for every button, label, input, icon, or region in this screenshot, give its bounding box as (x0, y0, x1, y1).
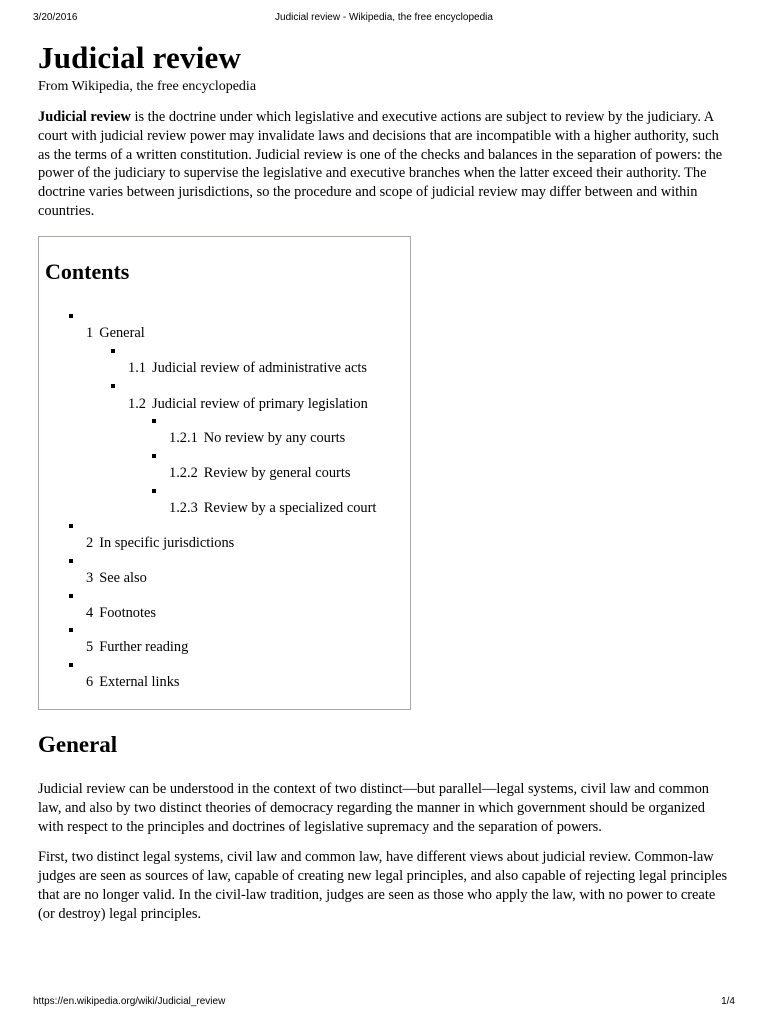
toc-item-further-reading[interactable]: 5 Further reading (86, 639, 189, 655)
section-general-body (38, 780, 728, 924)
toc-bullet (111, 349, 115, 353)
print-header (33, 12, 735, 26)
table-of-contents (38, 236, 411, 710)
toc-bullet (152, 419, 156, 423)
section-heading-general: General (38, 732, 118, 757)
print-date: 3/20/2016 (33, 12, 78, 23)
toc-bullet (69, 663, 73, 667)
toc-bullet (152, 454, 156, 458)
toc-bullet (152, 489, 156, 493)
print-page-number: 1/4 (721, 996, 735, 1007)
lead-paragraph (38, 108, 728, 221)
toc-item-general[interactable]: 1 General (86, 325, 145, 341)
toc-item-specialized-court[interactable]: 1.2.3 Review by a specialized court (169, 500, 377, 516)
toc-title: Contents (45, 259, 130, 284)
toc-item-footnotes[interactable]: 4 Footnotes (86, 605, 156, 621)
article-lead (38, 38, 728, 221)
general-paragraph: Judicial review can be understood in the context of two distinct—but parallel—legal systems, civil law and common law, and also by two distinct theories of democracy regarding the manner in which government should be organized with respect to the principles and doctrines of legislative supremacy and the separation of powers. (38, 781, 709, 835)
toc-bullet (69, 559, 73, 563)
toc-bullet (69, 524, 73, 528)
page-title: Judicial review (38, 40, 242, 75)
print-footer (33, 996, 735, 1010)
page-subtitle: From Wikipedia, the free encyclopedia (38, 79, 257, 94)
toc-item-external-links[interactable]: 6 External links (86, 674, 180, 690)
toc-item-see-also[interactable]: 3 See also (86, 570, 147, 586)
toc-item-primary-legislation[interactable]: 1.2 Judicial review of primary legislation (128, 396, 368, 412)
lead-text: is the doctrine under which legislative and executive actions are subject to review by the judiciary. A court with judicial review power may invalidate laws and decisions that are incompatible with a higher authority, such as the terms of a written constitution. Judicial review is one of the checks and balances in the separation of powers: the power of the judiciary to supervise the legislative and executive branches when the latter exceed their authority. The doctrine varies between jurisdictions, so the procedure and scope of judicial review may differ between and within countries. (38, 109, 723, 219)
toc-bullet (69, 628, 73, 632)
print-url: https://en.wikipedia.org/wiki/Judicial_review (33, 996, 226, 1007)
toc-item-administrative-acts[interactable]: 1.1 Judicial review of administrative acts (128, 360, 367, 376)
general-paragraph: First, two distinct legal systems, civil law and common law, have different views about judicial review. Common-law judges are seen as sources of law, capable of creating new legal principles, and also capable of rejecting legal principles that are no longer valid. In the civil-law tradition, judges are seen as those who apply the law, with no power to create (or destroy) legal principles. (38, 849, 728, 922)
toc-item-specific-jurisdictions[interactable]: 2 In specific jurisdictions (86, 535, 235, 551)
lead-bold-term: Judicial review (38, 109, 131, 125)
toc-item-no-review[interactable]: 1.2.1 No review by any courts (169, 430, 346, 446)
toc-bullet (69, 594, 73, 598)
toc-bullet (69, 314, 73, 318)
toc-item-general-courts[interactable]: 1.2.2 Review by general courts (169, 465, 351, 481)
toc-bullet (111, 384, 115, 388)
print-page-title: Judicial review - Wikipedia, the free encyclopedia (275, 12, 493, 23)
